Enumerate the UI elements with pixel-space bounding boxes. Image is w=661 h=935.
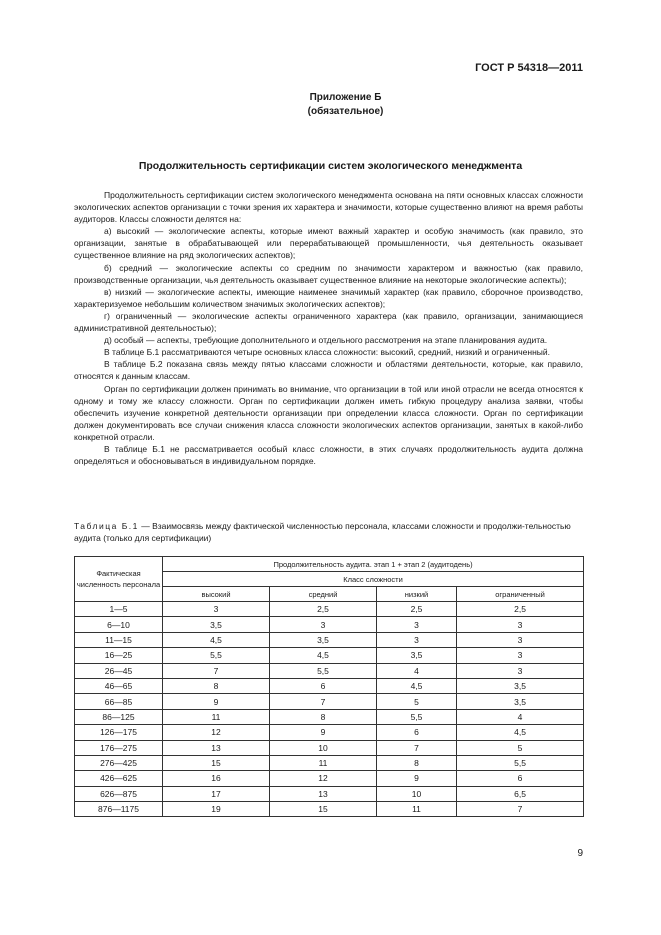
paragraph: г) ограниченный — экологические аспекты ограниченного характера (как правило, организации, занимающиеся административной деятельностью);	[74, 310, 583, 334]
duration-cell: 3	[457, 617, 584, 632]
duration-cell: 5,5	[270, 663, 377, 678]
duration-cell: 4,5	[457, 725, 584, 740]
duration-cell: 4	[377, 663, 457, 678]
duration-cell: 13	[163, 740, 270, 755]
document-id: ГОСТ Р 54318—2011	[475, 62, 583, 74]
duration-cell: 4	[457, 709, 584, 724]
duration-cell: 6	[457, 771, 584, 786]
table-caption-text: — Взаимосвязь между фактической численностью персонала, классами сложности и продолжи-тельностью аудита (только для сертификации)	[74, 521, 571, 543]
duration-cell: 4,5	[377, 678, 457, 693]
duration-cell: 6	[377, 725, 457, 740]
paragraph: а) высокий — экологические аспекты, которые имеют важный характер и особую значимость (как правило, это организации, занятые в обрабатывающей или перерабатывающей промышленности, чья деятельность оказывает существенное влияние на ряд экологических аспектов);	[74, 226, 583, 261]
duration-cell: 8	[377, 755, 457, 770]
duration-cell: 16	[163, 771, 270, 786]
duration-cell: 3	[377, 632, 457, 647]
duration-cell: 3	[457, 632, 584, 647]
table-row	[75, 648, 584, 663]
duration-cell: 3	[457, 648, 584, 663]
section-title: Продолжительность сертификации систем экологического менеджмента	[138, 160, 523, 172]
personnel-range-cell: 6—10	[75, 617, 163, 632]
paragraph: б) средний — экологические аспекты со средним по значимости характером и важностью (как правило, производственные организации, чья деятельность оказывает существенное влияние на некоторые экологические аспекты);	[74, 262, 583, 285]
table-row	[75, 602, 584, 617]
duration-cell: 19	[163, 802, 270, 817]
duration-cell: 3,5	[270, 632, 377, 647]
table-row	[75, 755, 584, 770]
duration-cell: 4,5	[270, 648, 377, 663]
table-row	[75, 802, 584, 817]
table-row	[75, 709, 584, 724]
annex-heading	[0, 91, 661, 119]
paragraph: В таблице Б.1 не рассматривается особый класс сложности, в этих случаях продолжительность аудита должна определяться и обосновываться в индивидуальном порядке.	[74, 443, 583, 467]
duration-cell: 2,5	[377, 602, 457, 617]
personnel-range-cell: 86—125	[75, 709, 163, 724]
header-class-limited: ограниченный	[457, 587, 584, 602]
header-personnel: Фактическая численность персонала	[75, 557, 163, 602]
duration-cell: 8	[163, 678, 270, 693]
personnel-range-cell: 26—45	[75, 663, 163, 678]
header-complexity-class: Класс сложности	[163, 572, 584, 587]
personnel-range-cell: 626—875	[75, 786, 163, 801]
paragraph: Продолжительность сертификации систем экологического менеджмента основана на пяти основных классах сложности экологических аспектов организации с точки зрения их характера и значимости, которые существенно влияют на время работы аудиторов. Классы сложности делятся на:	[74, 190, 583, 225]
duration-cell: 3	[377, 617, 457, 632]
duration-cell: 3,5	[457, 694, 584, 709]
duration-cell: 5	[457, 740, 584, 755]
duration-cell: 7	[163, 663, 270, 678]
duration-cell: 9	[270, 725, 377, 740]
data-table	[74, 556, 584, 817]
duration-cell: 2,5	[270, 602, 377, 617]
duration-cell: 5,5	[457, 755, 584, 770]
personnel-range-cell: 426—625	[75, 771, 163, 786]
duration-cell: 9	[163, 694, 270, 709]
table-caption	[74, 520, 583, 544]
duration-cell: 7	[377, 740, 457, 755]
duration-cell: 12	[163, 725, 270, 740]
duration-cell: 7	[457, 802, 584, 817]
paragraph: В таблице Б.1 рассматриваются четыре основных класса сложности: высокий, средний, низкий и ограниченный.	[104, 347, 551, 358]
duration-cell: 11	[270, 755, 377, 770]
duration-cell: 3,5	[163, 617, 270, 632]
duration-cell: 3,5	[457, 678, 584, 693]
body-text	[74, 189, 583, 467]
personnel-range-cell: 276—425	[75, 755, 163, 770]
duration-cell: 11	[163, 709, 270, 724]
table-row	[75, 632, 584, 647]
personnel-range-cell: 11—15	[75, 632, 163, 647]
personnel-range-cell: 16—25	[75, 648, 163, 663]
duration-cell: 13	[270, 786, 377, 801]
duration-cell: 15	[163, 755, 270, 770]
header-class-low: низкий	[377, 587, 457, 602]
duration-cell: 17	[163, 786, 270, 801]
duration-cell: 3	[163, 602, 270, 617]
header-class-medium: средний	[270, 587, 377, 602]
paragraph: Орган по сертификации должен принимать во внимание, что организации в той или иной отрасли не всегда относятся к одному и тому же классу сложности. Орган по сертификации должен иметь гибкую процедуру анализа заявки, чтобы обеспечить изучение конкретной деятельности организации при определении класса сложности. Орган по сертификации должен документировать все случаи снижения класса сложности экологических аспектов организации, занятых в какой-либо конкретной отрасли.	[74, 383, 583, 442]
duration-cell: 12	[270, 771, 377, 786]
table-row	[75, 725, 584, 740]
table-row	[75, 694, 584, 709]
table-row	[75, 740, 584, 755]
paragraph: д) особый — аспекты, требующие дополнительного и отдельного рассмотрения на этапе планирования аудита.	[104, 335, 548, 346]
personnel-range-cell: 1—5	[75, 602, 163, 617]
duration-cell: 7	[270, 694, 377, 709]
duration-cell: 15	[270, 802, 377, 817]
duration-cell: 3	[270, 617, 377, 632]
duration-cell: 9	[377, 771, 457, 786]
duration-cell: 2,5	[457, 602, 584, 617]
personnel-range-cell: 176—275	[75, 740, 163, 755]
table-caption-label: Таблица Б.1	[74, 521, 139, 531]
table-row	[75, 617, 584, 632]
personnel-range-cell: 66—85	[75, 694, 163, 709]
annex-status: (обязательное)	[307, 106, 384, 117]
header-duration: Продолжительность аудита. этап 1 + этап 2 (аудитодень)	[163, 557, 584, 572]
duration-cell: 3	[457, 663, 584, 678]
table-row	[75, 678, 584, 693]
duration-cell: 4,5	[163, 632, 270, 647]
duration-cell: 3,5	[377, 648, 457, 663]
paragraph: В таблице Б.2 показана связь между пятью классами сложности и областями деятельности, которые, как правило, относятся к данным классам.	[74, 359, 583, 382]
duration-cell: 5,5	[377, 709, 457, 724]
duration-cell: 8	[270, 709, 377, 724]
annex-title: Приложение Б	[309, 92, 382, 103]
table-row	[75, 771, 584, 786]
paragraph: в) низкий — экологические аспекты, имеющие наименее значимый характер (как правило, сборочное производство, характеризуемое небольшим количеством значимых экологических аспектов);	[74, 286, 583, 309]
duration-cell: 6	[270, 678, 377, 693]
table-body	[75, 602, 584, 817]
duration-cell: 11	[377, 802, 457, 817]
duration-cell: 5	[377, 694, 457, 709]
table-row	[75, 663, 584, 678]
personnel-range-cell: 126—175	[75, 725, 163, 740]
duration-cell: 10	[377, 786, 457, 801]
header-class-high: высокий	[163, 587, 270, 602]
duration-cell: 5,5	[163, 648, 270, 663]
personnel-range-cell: 876—1175	[75, 802, 163, 817]
table-row	[75, 786, 584, 801]
duration-cell: 10	[270, 740, 377, 755]
duration-cell: 6,5	[457, 786, 584, 801]
personnel-range-cell: 46—65	[75, 678, 163, 693]
page-number: 9	[577, 848, 583, 859]
